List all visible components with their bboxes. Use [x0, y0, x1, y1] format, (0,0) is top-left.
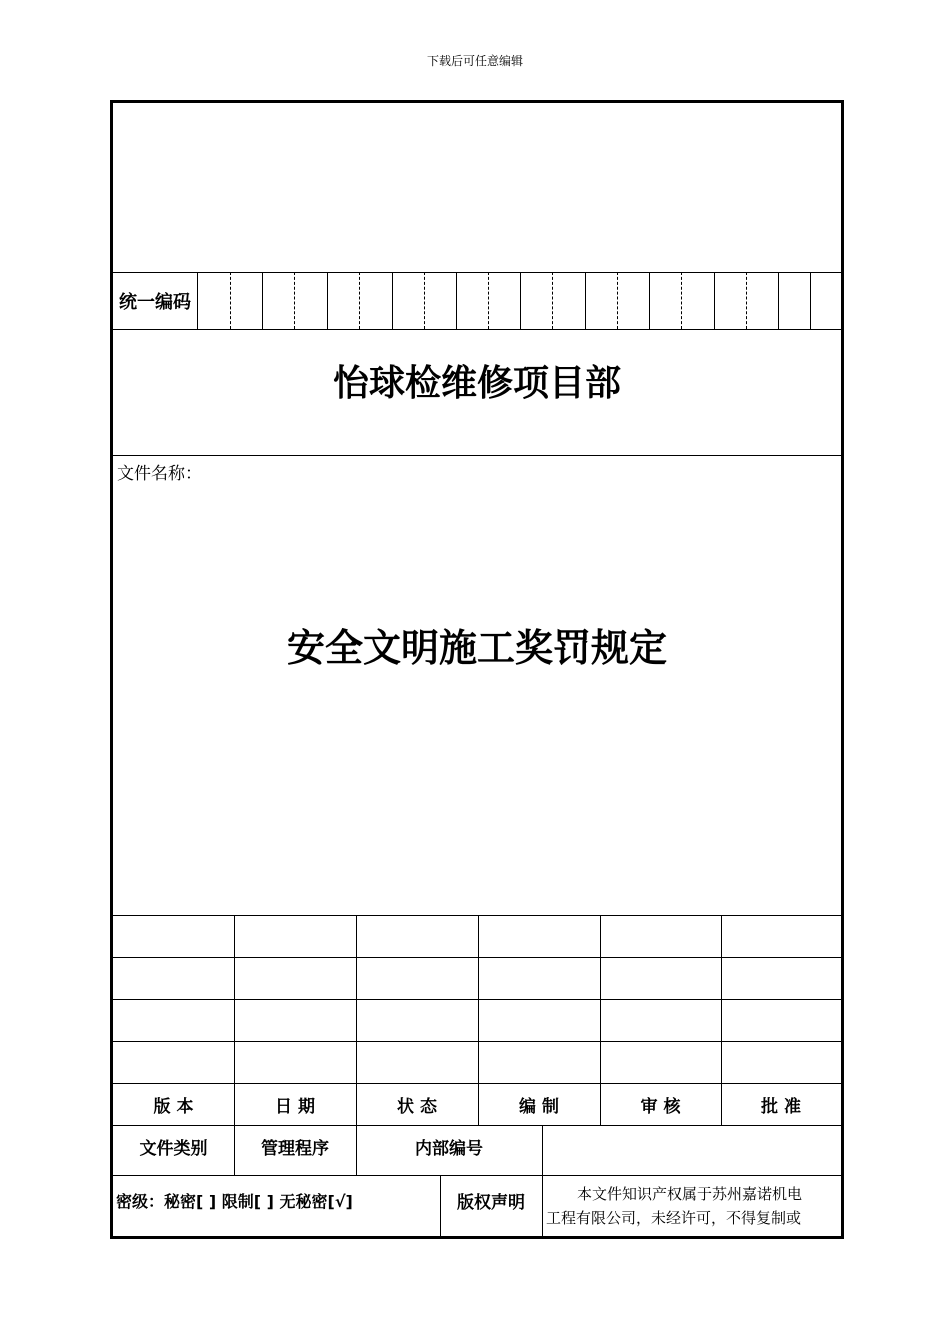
code-box-border: [520, 272, 521, 329]
copyright-text: [546, 1182, 842, 1230]
code-box-divider: [359, 272, 360, 329]
code-box-border: [197, 272, 198, 329]
code-box-divider: [424, 272, 425, 329]
copyright-line-2: 工程有限公司，未经许可，不得复制或: [546, 1209, 802, 1227]
code-box-border: [262, 272, 263, 329]
header-approved: 批 准: [761, 1096, 801, 1117]
code-box-border: [585, 272, 586, 329]
secrecy-level: 密级：秘密[ ] 限制[ ] 无秘密[√]: [116, 1191, 353, 1211]
divider: [113, 455, 841, 456]
code-box-divider: [488, 272, 489, 329]
code-box-border: [392, 272, 393, 329]
code-box-divider: [746, 272, 747, 329]
department-name: 怡球检维修项目部: [332, 363, 621, 404]
code-box-border: [649, 272, 650, 329]
divider: [113, 999, 841, 1000]
page-header-note: 下载后可任意编辑: [426, 54, 523, 68]
code-box-divider: [617, 272, 618, 329]
file-name-label: 文件名称：: [117, 464, 202, 484]
doc-category-value: 管理程序: [261, 1138, 329, 1159]
header-version: 版 本: [153, 1096, 194, 1117]
divider: [113, 329, 841, 330]
code-box-border: [714, 272, 715, 329]
divider: [113, 272, 841, 273]
code-box-border: [810, 272, 811, 329]
document-cover-form: [110, 100, 844, 1239]
code-box-border: [456, 272, 457, 329]
header-date: 日 期: [275, 1096, 315, 1117]
header-status: 状 态: [397, 1096, 437, 1117]
header-reviewed: 审 核: [640, 1096, 681, 1117]
code-box-divider: [681, 272, 682, 329]
divider: [113, 915, 841, 916]
unified-code-label: 统一编码: [119, 291, 191, 313]
doc-category-label: 文件类别: [139, 1138, 208, 1159]
grid-line: [542, 1175, 543, 1236]
code-box-border: [778, 272, 779, 329]
document-title: 安全文明施工奖罚规定: [286, 626, 667, 670]
code-box-border: [327, 272, 328, 329]
divider: [113, 1041, 841, 1042]
header-prepared: 编 制: [519, 1096, 559, 1117]
internal-no-label: 内部编号: [415, 1138, 483, 1159]
code-box-divider: [294, 272, 295, 329]
internal-no-value: [542, 1125, 841, 1175]
copyright-line-1: 本文件知识产权属于苏州嘉诺机电: [577, 1185, 803, 1203]
copyright-label: 版权声明: [457, 1192, 525, 1213]
code-box-divider: [230, 272, 231, 329]
code-box-divider: [552, 272, 553, 329]
divider: [113, 957, 841, 958]
